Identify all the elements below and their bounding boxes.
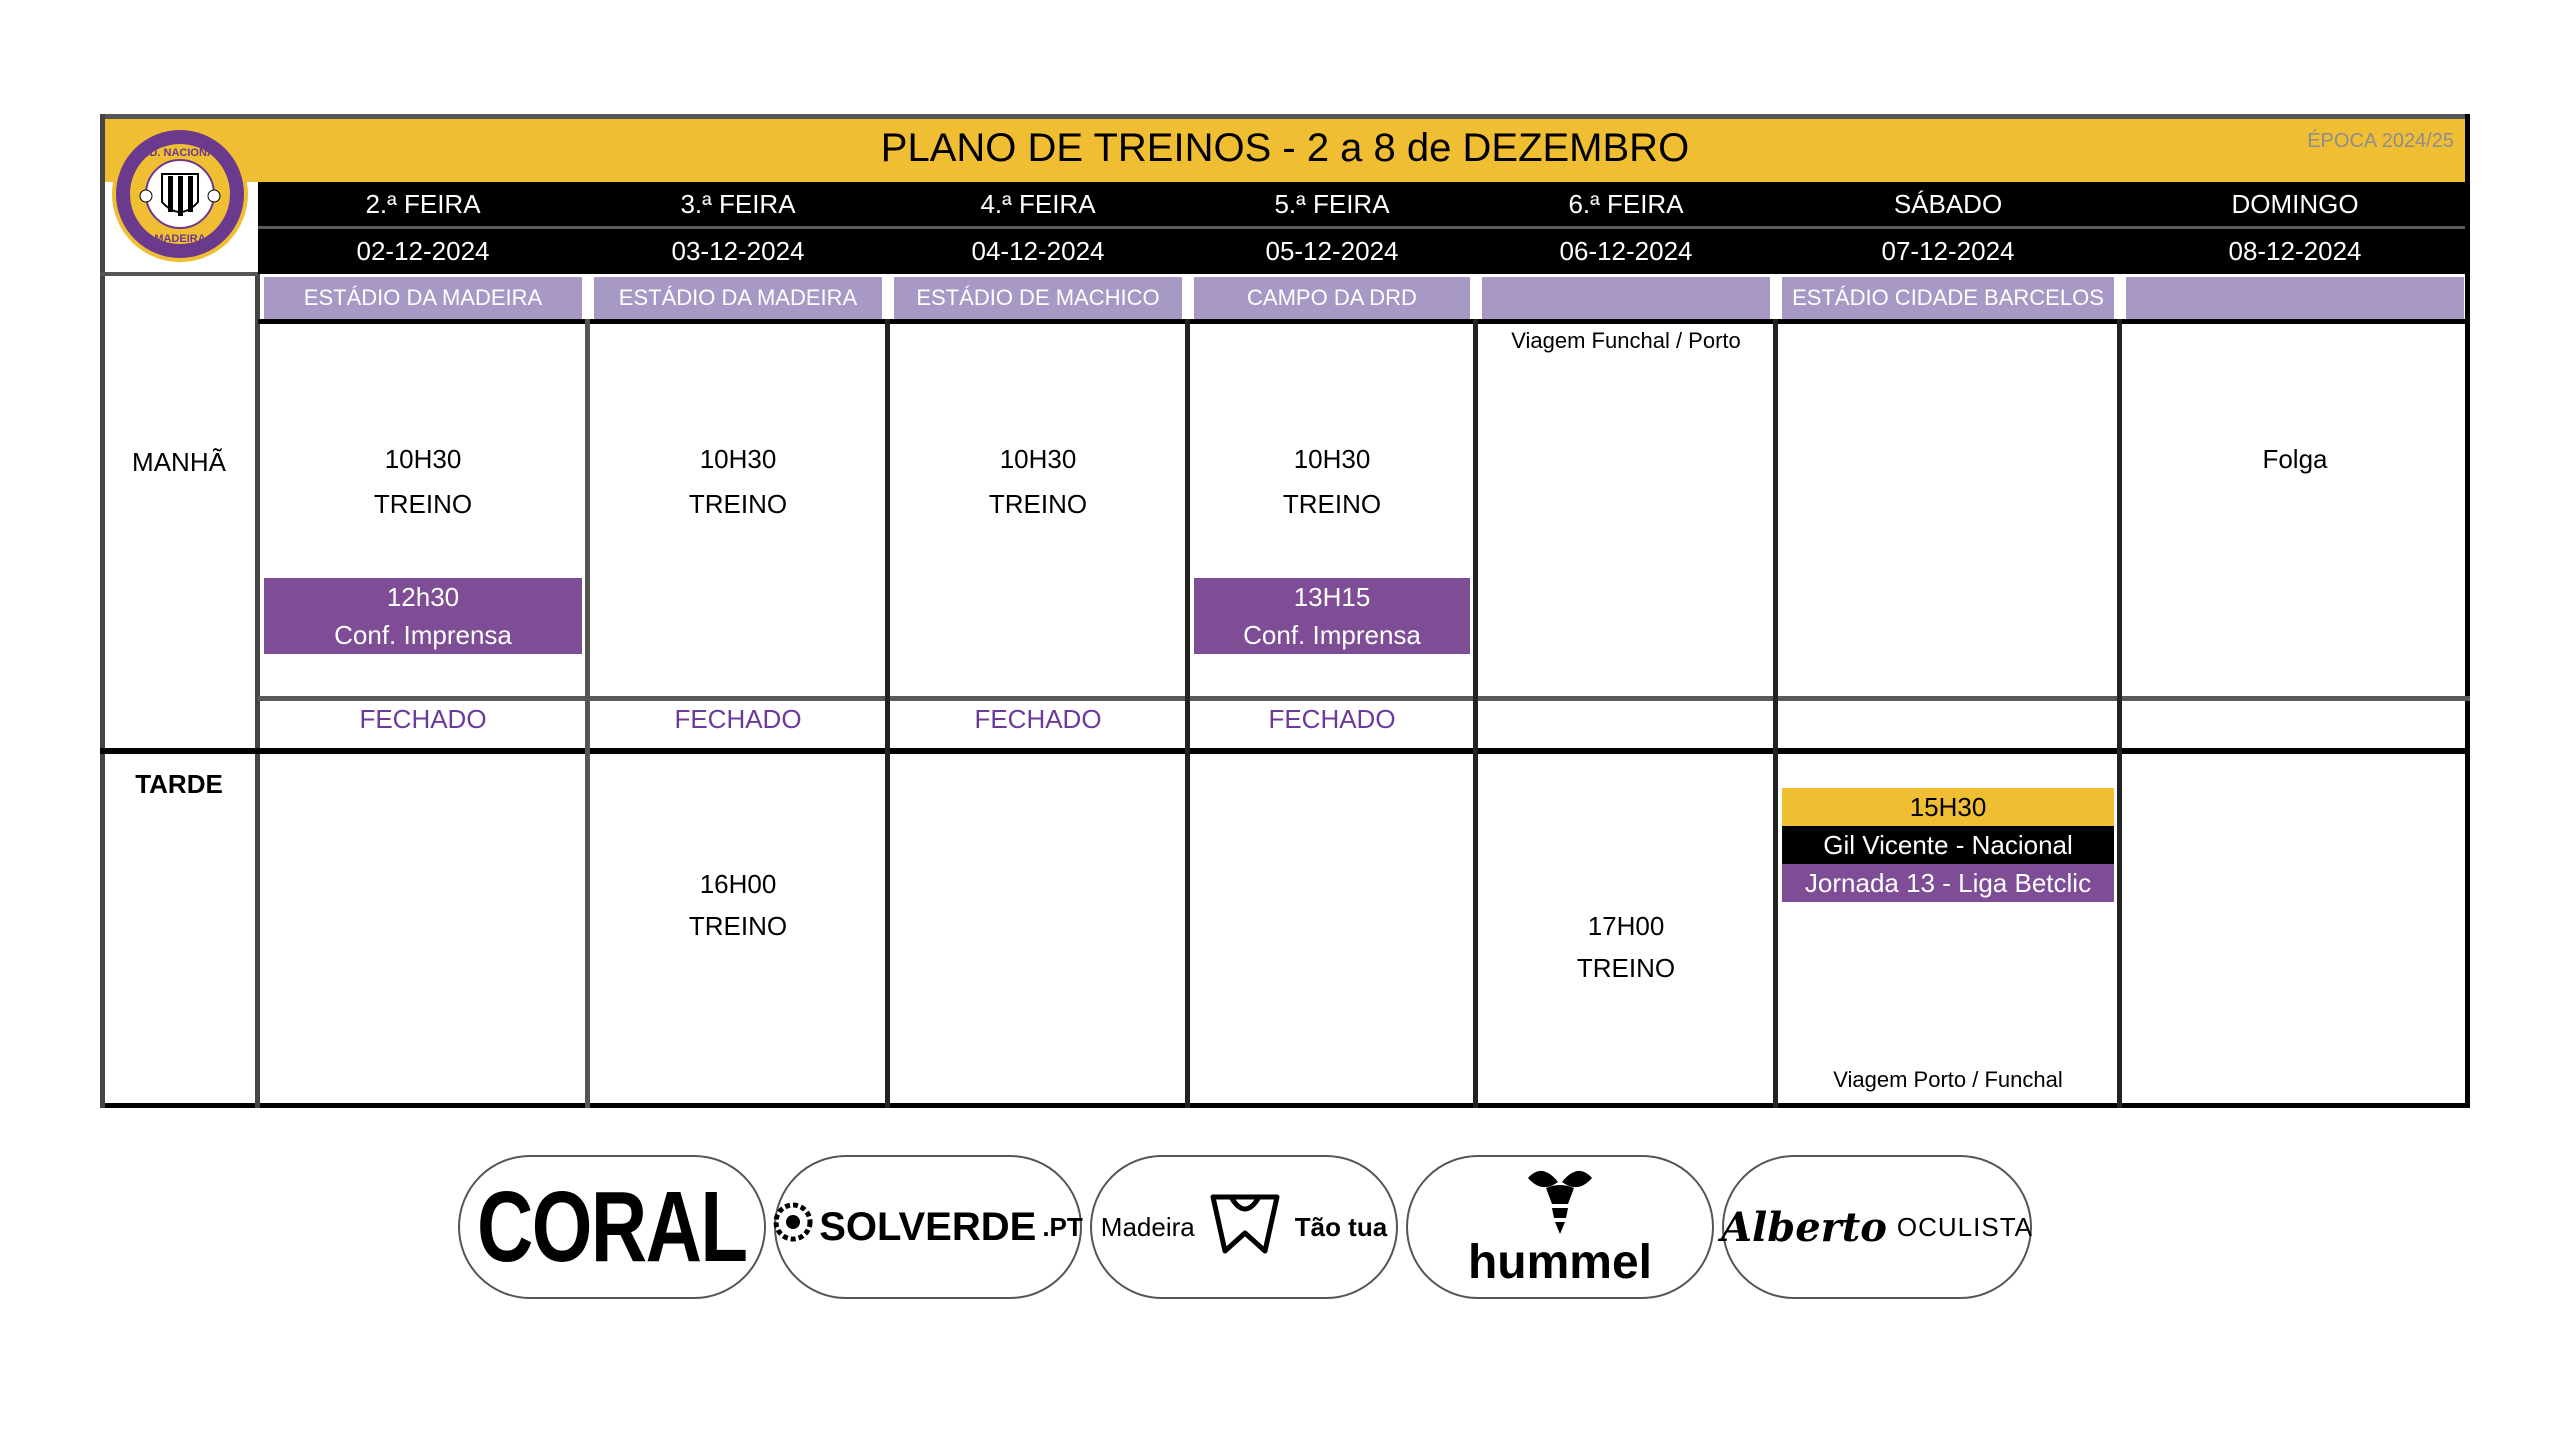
day-date: 04-12-2024 xyxy=(971,236,1105,266)
status-label: FECHADO xyxy=(674,703,802,734)
day-name: 4.ª FEIRA xyxy=(980,188,1096,219)
day-date: 02-12-2024 xyxy=(356,236,490,266)
venue-label: ESTÁDIO CIDADE BARCELOS xyxy=(1782,277,2114,319)
club-crest-icon xyxy=(110,124,250,264)
schedule-title xyxy=(100,114,2470,182)
training-schedule xyxy=(100,114,2470,1108)
morning-activity: TREINO xyxy=(373,488,473,519)
match-time: 15H30 xyxy=(1782,788,2114,826)
afternoon-activity: TREINO xyxy=(688,910,788,941)
day-date: 07-12-2024 xyxy=(1881,236,2015,266)
day-date: 03-12-2024 xyxy=(671,236,805,266)
madeira-logo-icon xyxy=(1209,1193,1281,1262)
day-name: 3.ª FEIRA xyxy=(680,188,796,219)
svg-text:C.D. NACIONAL: C.D. NACIONAL xyxy=(138,147,222,159)
sponsor-alberto-oculista xyxy=(1722,1155,2032,1299)
venue-label: ESTÁDIO DE MACHICO xyxy=(894,277,1182,319)
press-time: 12h30 xyxy=(264,578,582,616)
row-label-afternoon: TARDE xyxy=(135,768,223,799)
day-name: 5.ª FEIRA xyxy=(1274,188,1390,219)
label-column-divider xyxy=(255,274,260,1108)
venue-label xyxy=(1482,277,1770,319)
season-text: ÉPOCA 2024/25 xyxy=(2307,129,2454,152)
venue-label: ESTÁDIO DA MADEIRA xyxy=(264,277,582,319)
status-label: FECHADO xyxy=(974,703,1102,734)
morning-activity: TREINO xyxy=(1282,488,1382,519)
day-divider xyxy=(1773,319,1778,1108)
sponsor-solverde xyxy=(774,1155,1082,1299)
morning-activity: TREINO xyxy=(688,488,788,519)
afternoon-activity: TREINO xyxy=(1576,952,1676,983)
morning-time: 10H30 xyxy=(1293,443,1371,474)
outer-border-left xyxy=(100,114,105,1108)
sponsor-label: SOLVERDE xyxy=(819,1204,1037,1249)
sponsor-label-left: Madeira xyxy=(1100,1211,1195,1242)
solverde-logo-icon xyxy=(773,1202,813,1252)
venue-label xyxy=(2126,277,2464,319)
afternoon-time: 16H00 xyxy=(699,868,777,899)
sponsor-label: hummel xyxy=(1467,1236,1653,1289)
morning-afternoon-divider xyxy=(100,748,2470,754)
morning-time: 10H30 xyxy=(999,443,1077,474)
day-divider xyxy=(885,319,890,1108)
sponsor-madeira xyxy=(1090,1155,1398,1299)
match-teams: Gil Vicente - Nacional xyxy=(1782,826,2114,864)
day-divider xyxy=(1185,319,1190,1108)
sponsor-label-right: OCULISTA xyxy=(1896,1211,2033,1242)
match-competition: Jornada 13 - Liga Betclic xyxy=(1782,864,2114,902)
sponsor-coral xyxy=(458,1155,766,1299)
row-label-morning: MANHÃ xyxy=(132,446,226,477)
svg-text:MADEIRA: MADEIRA xyxy=(154,233,206,245)
day-date: 05-12-2024 xyxy=(1265,236,1399,266)
day-divider xyxy=(1473,319,1478,1108)
sponsor-label-suffix: .PT xyxy=(1042,1211,1083,1242)
sponsor-label-right: Tão tua xyxy=(1294,1211,1388,1242)
press-time: 13H15 xyxy=(1194,578,1470,616)
outer-border-right xyxy=(2465,114,2470,1108)
day-divider xyxy=(2117,319,2122,1108)
afternoon-time: 17H00 xyxy=(1587,910,1665,941)
status-label: FECHADO xyxy=(359,703,487,734)
sponsor-hummel xyxy=(1406,1155,1714,1299)
morning-time: 10H30 xyxy=(384,443,462,474)
day-name: 2.ª FEIRA xyxy=(365,188,481,219)
outer-border-top xyxy=(100,114,2470,119)
venue-label: ESTÁDIO DA MADEIRA xyxy=(594,277,882,319)
hummel-bee-icon xyxy=(1522,1164,1598,1241)
morning-time: 10H30 xyxy=(699,443,777,474)
outer-border-bottom xyxy=(100,1103,2470,1108)
morning-activity: TREINO xyxy=(988,488,1088,519)
day-date: 08-12-2024 xyxy=(2228,236,2362,266)
day-name: DOMINGO xyxy=(2231,188,2359,219)
day-date: 06-12-2024 xyxy=(1559,236,1693,266)
sponsor-label: CORAL xyxy=(477,1170,747,1283)
schedule-title-text: PLANO DE TREINOS - 2 a 8 de DEZEMBRO xyxy=(880,125,1690,170)
venue-label: CAMPO DA DRD xyxy=(1194,277,1470,319)
day-divider xyxy=(585,319,590,1108)
afternoon-note: Viagem Porto / Funchal xyxy=(1833,1067,2063,1092)
press-label: Conf. Imprensa xyxy=(264,616,582,654)
status-label: FECHADO xyxy=(1268,703,1396,734)
morning-activity: Folga xyxy=(2262,443,2328,474)
season-label xyxy=(2200,114,2470,168)
morning-note: Viagem Funchal / Porto xyxy=(1511,328,1741,353)
logo-divider xyxy=(100,272,258,276)
sponsor-label-left: Alberto xyxy=(1721,1203,1887,1251)
day-name: 6.ª FEIRA xyxy=(1568,188,1684,219)
press-label: Conf. Imprensa xyxy=(1194,616,1470,654)
day-name: SÁBADO xyxy=(1893,188,2003,219)
